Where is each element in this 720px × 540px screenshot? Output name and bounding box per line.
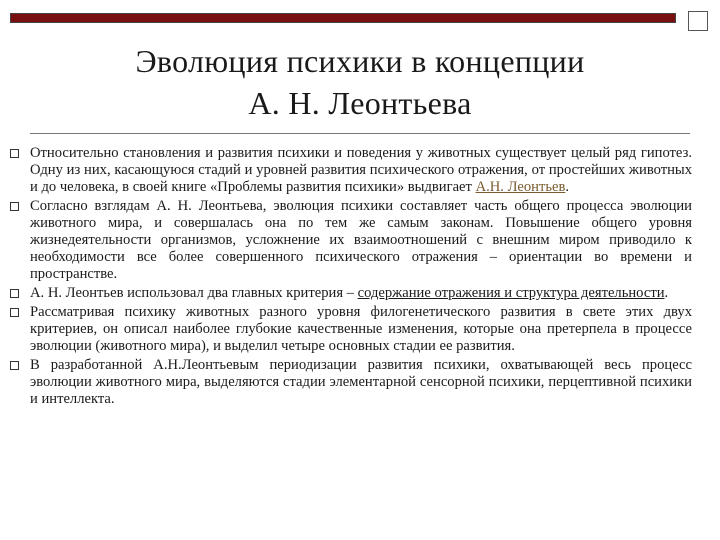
square-bullet-icon xyxy=(10,308,19,317)
bullet-3-text: А. Н. Леонтьев использовал два главных критерия – xyxy=(30,285,358,301)
bullet-2-text: Согласно взглядам А. Н. Леонтьева, эволюция психики составляет часть общего процесса эволюции животного мира, и совершалась она по тем же самым законам. Повышение общего уровня жизнедеятельности организмов, усложнение их взаимоотношений с внешним миром приводило к необходимости все более совершенного психического отражения – ориентации во времени и пространстве. xyxy=(30,198,692,282)
title-line-2: А. Н. Леонтьева xyxy=(248,85,472,121)
bullet-item-3 xyxy=(8,285,692,302)
square-bullet-icon xyxy=(10,289,19,298)
bullet-item-5 xyxy=(8,357,692,408)
square-bullet-icon xyxy=(10,149,19,158)
square-bullet-icon xyxy=(10,361,19,370)
bullet-3-end: . xyxy=(664,285,669,301)
corner-decorative-square xyxy=(688,11,708,31)
bullet-item-4 xyxy=(8,304,692,355)
bullet-list xyxy=(8,145,692,410)
bullet-5-text: В разработанной А.Н.Леонтьевым периодизации развития психики, охватывающей весь процесс эволюции животного мира, выделяются стадии элементарной сенсорной психики, перцептивной психики и интеллекта. xyxy=(30,357,692,407)
title-line-1: Эволюция психики в концепции xyxy=(135,43,585,79)
square-bullet-icon xyxy=(10,202,19,211)
bullet-item-1 xyxy=(8,145,692,196)
slide-title xyxy=(30,40,690,124)
bullet-item-2 xyxy=(8,198,692,283)
bullet-1-end: . xyxy=(565,179,570,195)
bullet-4-text: Рассматривая психику животных разного уровня филогенетического развития в свете этих двух критериев, он описал наиболее глубокие качественные изменения, которые она претерпела в процессе эволюции (животного мира), и выделил четыре основных стадии ее развития. xyxy=(30,304,692,354)
title-divider xyxy=(30,133,690,134)
bullet-1-text: Относительно становления и развития психики и поведения у животных существует целый ряд гипотез. Одну из них, касающуюся стадий и уровней развития психического отражения, от простейших животных и до человека, в своей книге «Проблемы развития психики» выдвигает xyxy=(30,145,692,195)
criteria-underlined-text: содержание отражения и структура деятельности xyxy=(357,285,665,301)
leontiev-link[interactable]: А.Н. Леонтьев xyxy=(475,179,566,195)
top-decorative-bar xyxy=(10,13,676,23)
